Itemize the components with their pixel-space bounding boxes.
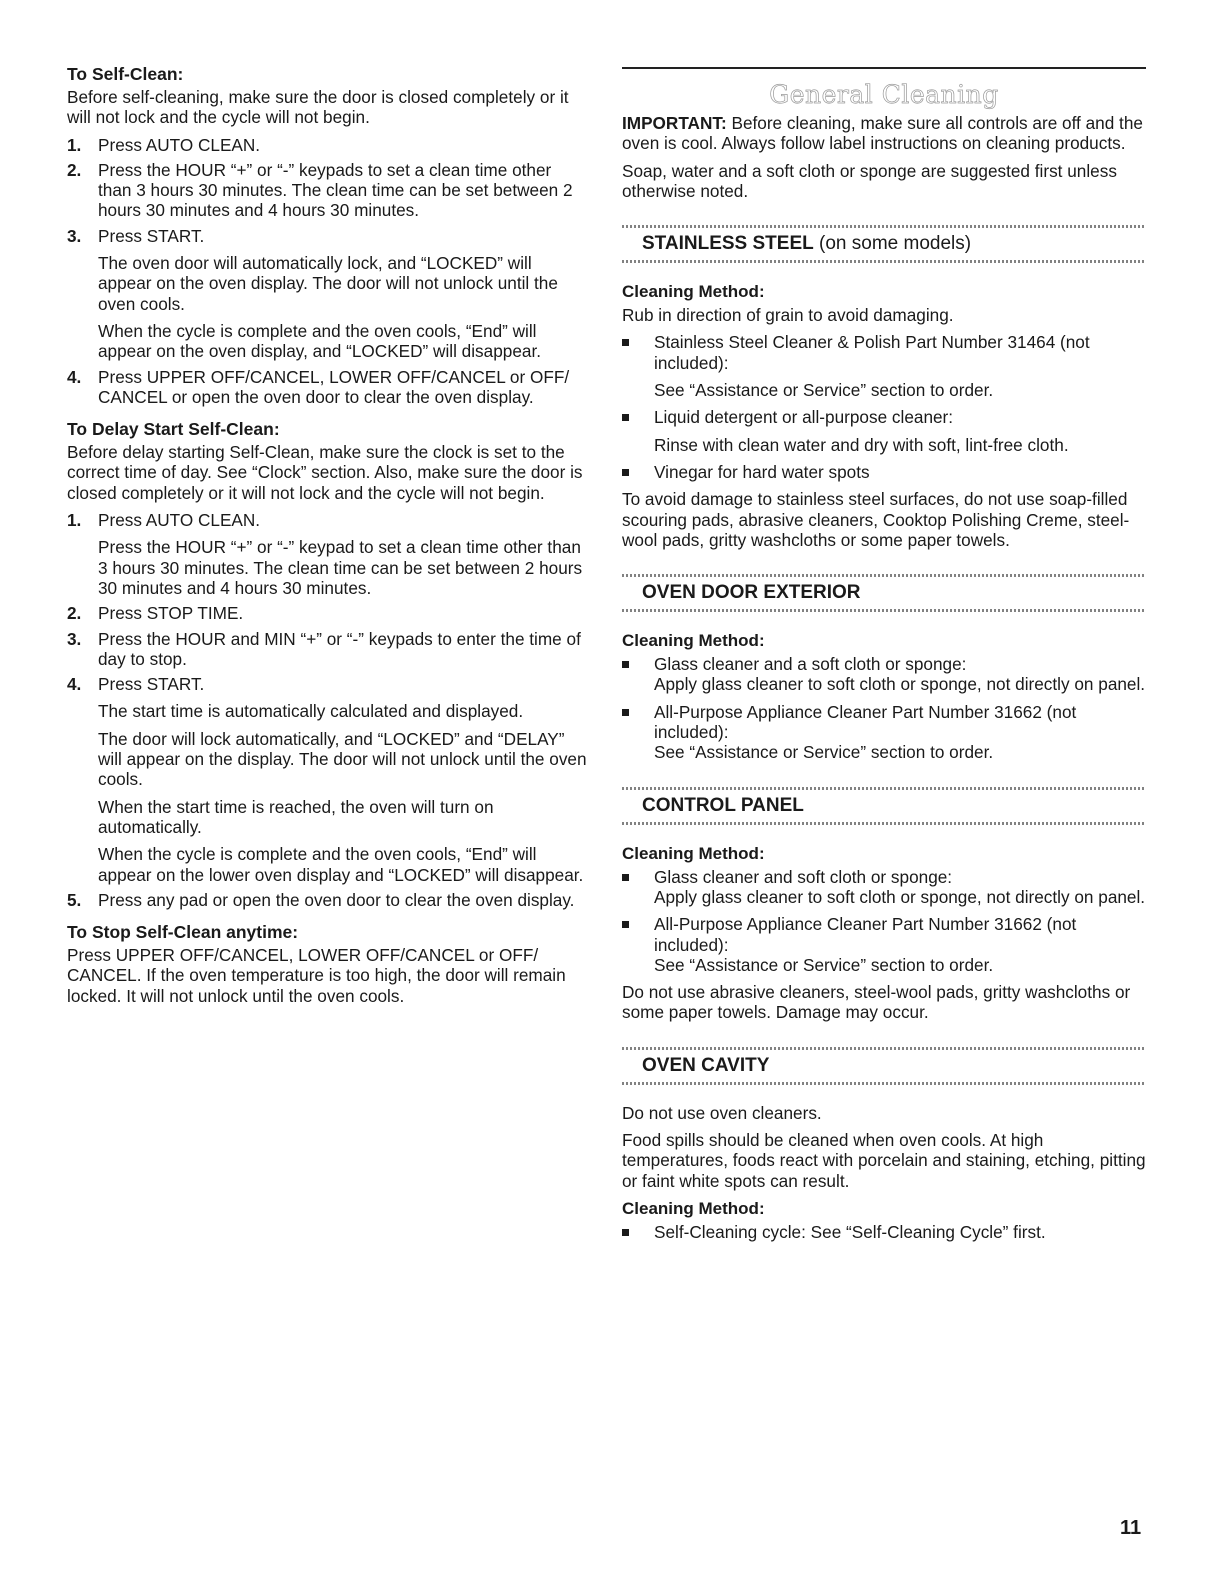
- bullet-detail: Apply glass cleaner to soft cloth or sponge, not directly on panel.: [654, 886, 1146, 907]
- important-label: IMPORTANT:: [622, 113, 727, 133]
- divider: [622, 574, 1146, 577]
- step-number: 1.: [67, 510, 82, 531]
- important-text: Before cleaning, make sure all controls are off and the oven is cool. Always follow label instructions on cleaning products.: [622, 113, 1143, 154]
- square-bullet-icon: [622, 1229, 629, 1236]
- step-item: [67, 135, 587, 155]
- step-text: Press any pad or open the oven door to clear the oven display.: [98, 889, 575, 910]
- stainless-steel-title-light: (on some models): [813, 233, 972, 255]
- divider: [622, 260, 1146, 263]
- square-bullet-icon: [622, 414, 629, 421]
- cavity-bullets: [622, 1222, 1146, 1242]
- divider: [622, 1082, 1146, 1085]
- oven-cavity-header: [622, 1039, 1146, 1093]
- delay-start-heading: To Delay Start Self-Clean:: [67, 419, 280, 440]
- step-detail: When the start time is reached, the oven will turn on automatically.: [98, 796, 494, 837]
- step-number: 4.: [67, 674, 82, 695]
- step-item: [67, 674, 587, 885]
- control-bullets: [622, 867, 1146, 975]
- step-detail: When the cycle is complete and the oven cools, “End” will appear on the oven display, and “LOCKED” will disappear.: [98, 320, 541, 362]
- oven-door-exterior-title: OVEN DOOR EXTERIOR: [642, 582, 861, 604]
- bullet-text: All-Purpose Appliance Cleaner Part Number 31662 (not included):: [654, 701, 1077, 743]
- step-number: 2.: [67, 159, 82, 180]
- step-number: 4.: [67, 366, 82, 387]
- step-item: [67, 510, 587, 598]
- stainless-intro: Rub in direction of grain to avoid damaging.: [622, 305, 954, 326]
- self-clean-steps: [67, 135, 587, 408]
- door-bullets: [622, 654, 1146, 762]
- self-clean-heading: To Self-Clean:: [67, 64, 184, 84]
- left-column: [67, 60, 587, 1013]
- step-item: [67, 629, 587, 670]
- step-number: 3.: [67, 628, 82, 649]
- step-detail: Press the HOUR “+” or “-” keypad to set a clean time other than 3 hours 30 minutes. The clean time can be set between 2 hours 30 minutes and 4 hours 30 minutes.: [98, 537, 583, 598]
- oven-cavity-title: OVEN CAVITY: [642, 1054, 770, 1076]
- bullet-text: Liquid detergent or all-purpose cleaner:: [654, 407, 954, 428]
- bullet-item: [622, 407, 1146, 455]
- square-bullet-icon: [622, 874, 629, 881]
- cleaning-method-label: Cleaning Method:: [622, 282, 765, 302]
- cavity-p1: Do not use oven cleaners.: [622, 1102, 822, 1123]
- divider: [622, 225, 1146, 228]
- stainless-steel-header: [622, 217, 1146, 271]
- stainless-steel-title-bold: STAINLESS STEEL: [642, 233, 814, 255]
- step-number: 3.: [67, 225, 82, 246]
- step-text: Press STOP TIME.: [98, 603, 244, 624]
- step-item: [67, 890, 587, 910]
- bullet-item: [622, 1222, 1146, 1242]
- bullet-text: Glass cleaner and a soft cloth or sponge:: [654, 654, 967, 675]
- step-text: Press the HOUR and MIN “+” or “-” keypads to enter the time of day to stop.: [98, 628, 581, 669]
- cleaning-method-label: Cleaning Method:: [622, 631, 765, 651]
- stop-self-clean-text: Press UPPER OFF/CANCEL, LOWER OFF/CANCEL or OFF/ CANCEL. If the oven temperature is too high, the door will remain locked. It will not unlock until the oven cools.: [67, 945, 566, 1006]
- bullet-text: Vinegar for hard water spots: [654, 461, 870, 482]
- step-text: Press the HOUR “+” or “-” keypads to set a clean time other than 3 hours 30 minutes. The clean time can be set between 2 hours 30 minutes and 4 hours 30 minutes.: [98, 159, 573, 221]
- square-bullet-icon: [622, 339, 629, 346]
- bullet-item: [622, 702, 1146, 763]
- bullet-item: [622, 332, 1146, 400]
- step-text: Press START.: [98, 674, 205, 695]
- bullet-detail: Rinse with clean water and dry with soft, lint-free cloth.: [654, 434, 1069, 455]
- step-item: [67, 367, 587, 408]
- bullet-text: Glass cleaner and soft cloth or sponge:: [654, 866, 953, 887]
- bullet-detail: See “Assistance or Service” section to order.: [654, 380, 994, 401]
- step-detail: The oven door will automatically lock, and “LOCKED” will appear on the oven display. The door will not unlock until the oven cools.: [98, 253, 558, 314]
- bullet-item: [622, 654, 1146, 695]
- square-bullet-icon: [622, 709, 629, 716]
- delay-start-intro: Before delay starting Self-Clean, make sure the clock is set to the correct time of day. See “Clock” section. Also, make sure the door is closed completely or it will not lock and the cycle will not begin.: [67, 442, 583, 503]
- bullet-detail: See “Assistance or Service” section to order.: [654, 954, 994, 975]
- bullet-detail: Apply glass cleaner to soft cloth or sponge, not directly on panel.: [654, 674, 1146, 695]
- important-note: [622, 113, 1146, 154]
- bullet-item: [622, 867, 1146, 908]
- divider: [622, 822, 1146, 825]
- divider: [622, 609, 1146, 612]
- step-text: Press START.: [98, 225, 205, 246]
- control-note: Do not use abrasive cleaners, steel-wool pads, gritty washcloths or some paper towels. Damage may occur.: [622, 982, 1131, 1023]
- oven-door-exterior-header: [622, 566, 1146, 620]
- bullet-text: Stainless Steel Cleaner & Polish Part Number 31464 (not included):: [654, 332, 1090, 373]
- stainless-note: To avoid damage to stainless steel surfaces, do not use soap-filled scouring pads, abrasive cleaners, Cooktop Polishing Creme, steel-wool pads, gritty washcloths or some paper towels.: [622, 489, 1130, 550]
- soap-note: Soap, water and a soft cloth or sponge are suggested first unless otherwise noted.: [622, 160, 1117, 201]
- self-clean-intro: Before self-cleaning, make sure the door is closed completely or it will not lock and the cycle will not begin.: [67, 87, 569, 128]
- control-panel-title: CONTROL PANEL: [642, 794, 804, 816]
- bullet-text: Self-Cleaning cycle: See “Self-Cleaning Cycle” first.: [654, 1221, 1046, 1242]
- square-bullet-icon: [622, 921, 629, 928]
- step-item: [67, 226, 587, 362]
- square-bullet-icon: [622, 469, 629, 476]
- step-text: Press UPPER OFF/CANCEL, LOWER OFF/CANCEL or OFF/ CANCEL or open the oven door to clear the oven display.: [98, 366, 570, 407]
- step-number: 2.: [67, 603, 82, 624]
- step-number: 5.: [67, 889, 82, 910]
- step-text: Press AUTO CLEAN.: [98, 510, 261, 531]
- page-number: 11: [1120, 1517, 1142, 1539]
- step-item: [67, 603, 587, 623]
- stainless-steel-title: [622, 228, 1146, 260]
- delay-start-steps: [67, 510, 587, 910]
- control-panel-header: [622, 779, 1146, 833]
- bullet-item: [622, 914, 1146, 975]
- divider: [622, 1047, 1146, 1050]
- cleaning-method-label: Cleaning Method:: [622, 843, 765, 863]
- divider: [622, 787, 1146, 790]
- step-number: 1.: [67, 134, 82, 155]
- top-rule: [622, 67, 1146, 69]
- cavity-p2: Food spills should be cleaned when oven cools. At high temperatures, foods react with porcelain and staining, etching, pitting or faint white spots can result.: [622, 1130, 1146, 1191]
- right-column: [622, 60, 1146, 1249]
- step-detail: When the cycle is complete and the oven cools, “End” will appear on the lower oven display and “LOCKED” will disappear.: [98, 844, 584, 885]
- step-detail: The door will lock automatically, and “LOCKED” and “DELAY” will appear on the display. The door will not unlock until the oven cools.: [98, 728, 587, 790]
- stainless-bullets: [622, 332, 1146, 482]
- bullet-detail: See “Assistance or Service” section to order.: [654, 742, 994, 763]
- step-text: Press AUTO CLEAN.: [98, 134, 261, 155]
- step-item: [67, 160, 587, 221]
- bullet-item: [622, 462, 1146, 482]
- square-bullet-icon: [622, 661, 629, 668]
- step-detail: The start time is automatically calculated and displayed.: [98, 701, 524, 722]
- cleaning-method-label: Cleaning Method:: [622, 1198, 765, 1218]
- general-cleaning-title: General Cleaning: [769, 80, 999, 109]
- bullet-text: All-Purpose Appliance Cleaner Part Number 31662 (not included):: [654, 914, 1077, 955]
- stop-self-clean-heading: To Stop Self-Clean anytime:: [67, 922, 299, 943]
